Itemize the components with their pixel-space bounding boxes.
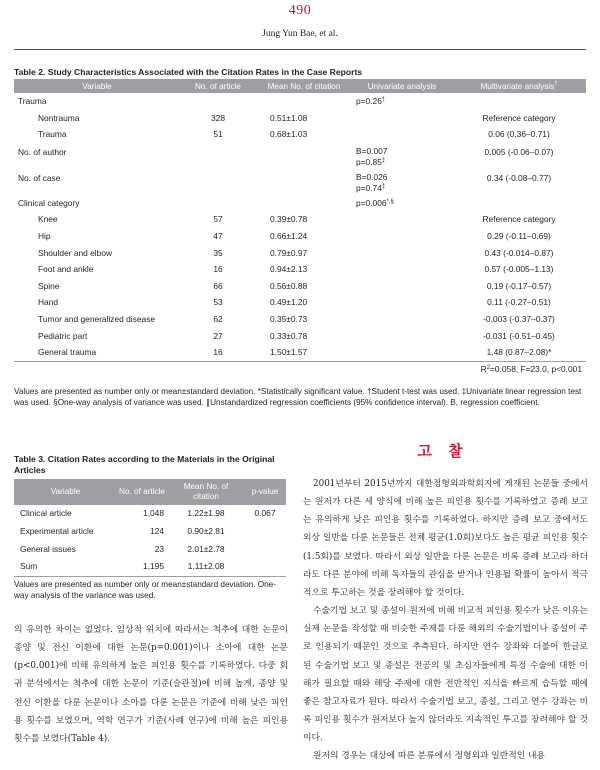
row-articles [180, 195, 256, 212]
table-row [14, 228, 586, 245]
table-row [14, 523, 286, 541]
univariate-value: p=0.26 [356, 96, 382, 106]
row-label: Experimental article [20, 525, 94, 536]
row-articles: 124 [150, 525, 164, 536]
row-label: Pediatric part [38, 330, 88, 341]
row-mean: 0.79±0.97 [270, 247, 308, 258]
right-paragraph-2: 수술기법 보고 및 종설이 원저에 비해 비교적 피인용 횟수가 낮은 이유는 실제 논문을 작성할 때 비슷한 주제를 다룬 해외의 수술기법이나 종설이 주로 인용되기 때문인 것으로 추측된다. 하지만 연수 강좌와 더불어 한글로 된 수술기법 보고 및 종설은 전공의 및 초심자들에게 특정 수술에 대한 이해가 필요할 때와 해당 주제에 대한 전반적인 지식을 빠르게 습득할 때에 좋은 참고자료가 된다. 따라서 수술기법 보고, 종설, 그리고 연수 강좌는 비록 피인용 횟수가 원저보다 높지 않더라도 지속적인 투고를 장려해야 할 것이다. [303, 606, 588, 744]
row-articles: 27 [213, 330, 223, 341]
table2-caption: Table 2. Study Characteristics Associated with the Citation Rates in the Case Reports [14, 67, 363, 77]
left-paragraph: 의 유의한 차이는 없었다. 임상적 위치에 따라서는 척추에 대한 논문이 종양 및 전신 이환에 대한 논문(p=0.001)이나 소아에 대한 논문(p<0.001)에 비해 유의하게 높은 피인용 횟수를 기록하였다. 다중 회귀 분석에서는 척추에 대한 논문이 기준(슬관절)에 비해 높게, 종양 및 전신 이환을 다룬 논문이나 소아를 다룬 논문은 기준에 비해 낮은 피인용 횟수를 보였으며, 역학 연구가 기준(사례 연구)에 비해 높은 피인용 횟수를 보였다(Table 4). [14, 625, 288, 744]
table-row [14, 328, 586, 345]
row-articles: 47 [213, 230, 223, 241]
univariate-pvalue: p=0.85 [356, 156, 382, 167]
row-multivariate: 0.57 (-0.005–1.13) [484, 264, 554, 275]
univariate-pvalue-mark: ‡ [381, 157, 386, 164]
row-pvalue [244, 541, 286, 559]
row-mean: 0.51±1.08 [270, 112, 308, 123]
row-multivariate: 0.29 (-0.11–0.69) [487, 230, 551, 241]
section-title: 고 찰 [417, 443, 469, 460]
table2-col-univariate: Univariate analysis [352, 79, 452, 93]
row-articles: 328 [211, 112, 225, 123]
row-label: Knee [38, 214, 58, 225]
univariate-pvalue: p=0.74 [356, 182, 382, 193]
table2-header-row [14, 79, 586, 93]
left-column-text [14, 621, 288, 748]
row-label: Shoulder and elbow [38, 247, 113, 258]
univariate-mark: *,§ [386, 198, 394, 205]
row-articles: 62 [213, 313, 223, 324]
table2-model-fit-row [14, 361, 586, 377]
table3 [14, 479, 286, 577]
row-mean: 1.50±1.57 [256, 344, 352, 361]
row-multivariate: 0.11 (-0.27–0.51) [487, 297, 551, 308]
table-row [14, 245, 586, 262]
row-mean [256, 93, 352, 110]
row-univariate [352, 245, 452, 262]
row-mean [256, 195, 352, 212]
right-paragraph-1: 2001년부터 2015년까지 대한정형외과학회지에 게재된 논문들 중에서는 원저가 다른 세 양식에 비해 높은 피인용 횟수를 기록하였고 증례 보고는 유의하게 낮은 피인용 횟수를 기록하였다. 하지만 증례 보고 중에서도 외상 일반을 다룬 논문들은 전체 평균(1.0회)보다도 높은 평균 피인용 횟수(1.5회)를 보였다. 따라서 외상 일반을 다룬 논문은 비록 증례 보고라 하더라도 다른 분야에 비해 독자들의 관심을 받거나 인용될 확률이 높아서 적극적으로 투고하는 것을 장려해야 할 것이다. [303, 479, 588, 598]
row-multivariate: Reference category [482, 214, 556, 225]
row-pvalue [244, 558, 286, 576]
row-univariate [352, 169, 452, 195]
table3-col-variable: Variable [14, 479, 114, 505]
row-multivariate: 0.34 (-0.08–0.77) [486, 172, 552, 183]
table-row [14, 311, 586, 328]
row-label: Sum [14, 558, 114, 576]
row-articles: 66 [213, 280, 223, 291]
row-mean: 1.11±2.08 [168, 558, 244, 576]
row-univariate [352, 211, 452, 228]
row-label: Hand [38, 297, 59, 308]
univariate-value: B=0.026 [356, 171, 388, 182]
row-multivariate: -0.003 (-0.37–0.37) [483, 313, 555, 324]
row-mean [256, 143, 352, 169]
row-multivariate: 0.19 (-0.17–0.57) [486, 280, 552, 291]
row-articles: 16 [180, 344, 256, 361]
row-mean: 0.90±2.81 [187, 525, 225, 536]
row-univariate [352, 278, 452, 295]
row-multivariate [452, 195, 586, 212]
row-univariate [352, 110, 452, 127]
univariate-mark: † [381, 97, 386, 103]
row-label: No. of case [18, 172, 61, 183]
row-multivariate: 0.43 (-0.014–0.87) [484, 247, 554, 258]
row-univariate [352, 344, 452, 361]
row-label: Trauma [18, 96, 47, 106]
table-row [14, 261, 586, 278]
univariate-value: p=0.006 [356, 197, 387, 208]
row-articles [180, 169, 256, 195]
right-paragraph-3: 원저의 경우는 대상에 따른 분류에서 정형외과 일반적인 내용 [313, 751, 546, 762]
model-fit-sup: 2 [486, 364, 491, 371]
row-label: Clinical article [20, 508, 72, 518]
table2-col-multivariate: Multivariate analysis† [452, 79, 586, 93]
row-univariate [352, 294, 452, 311]
table3-col-pvalue: p-value [244, 479, 286, 505]
table-row [14, 541, 286, 559]
row-label: General trauma [14, 344, 180, 361]
row-articles: 53 [213, 297, 223, 308]
row-articles: 23 [154, 543, 164, 554]
table2-col-articles: No. of article [180, 79, 256, 93]
row-univariate [352, 328, 452, 345]
table3-footnote: Values are presented as number only or mean±standard deviation. One-way analysis of the variance was used. [14, 580, 276, 600]
table2-footnote: Values are presented as number only or mean±standard deviation. *Statistically significant value. †Student t-test was used. ‡Univariate linear regression test was used. §One-way analysis of variance was used. ∥Unstandardized regression coefficients (95% confidence interval). B, regression coefficient. [14, 387, 582, 407]
row-articles: 35 [213, 247, 223, 258]
row-label: Trauma [38, 129, 67, 140]
row-pvalue: 0.067 [254, 508, 276, 518]
univariate-value: B=0.007 [356, 145, 388, 156]
table3-caption: Table 3. Citation Rates according to the Materials in the Original Articles [14, 454, 275, 475]
row-label: Clinical category [18, 197, 80, 208]
row-mean: 0.68±1.03 [270, 129, 308, 140]
table-row [14, 143, 586, 169]
model-fit-prefix: R [480, 363, 487, 374]
row-multivariate: 0.005 (-0.06–0.07) [484, 146, 554, 157]
table-row [14, 294, 586, 311]
model-fit-suffix: =0.058, F=23.0, p<0.001 [490, 363, 582, 374]
row-mean: 0.94±2.13 [270, 264, 308, 275]
row-mean: 2.01±2.78 [187, 543, 225, 554]
row-label: General issues [20, 543, 76, 554]
row-label: Nontrauma [38, 112, 80, 123]
row-mean: 0.39±0.78 [270, 214, 308, 225]
table-row [14, 278, 586, 295]
row-articles: 1,048 [143, 508, 164, 518]
row-label: No. of author [18, 146, 67, 157]
table3-header-row [14, 479, 286, 505]
model-fit [14, 361, 586, 377]
row-multivariate: Reference category [482, 112, 556, 123]
row-univariate [352, 143, 452, 169]
table3-col-mean: Mean No. of citation [168, 479, 244, 505]
univariate-pvalue-mark: ‡ [381, 183, 386, 190]
table-row [14, 558, 286, 576]
row-articles: 1,195 [114, 558, 168, 576]
right-column-text [303, 475, 588, 766]
row-univariate [352, 126, 452, 143]
table-row [14, 110, 586, 127]
table-row [14, 93, 586, 110]
table-row [14, 195, 586, 212]
row-univariate [352, 261, 452, 278]
row-mean: 0.33±0.78 [270, 330, 308, 341]
row-multivariate: 0.06 (0.36–0.71) [488, 129, 550, 140]
row-label: Foot and ankle [38, 264, 94, 275]
table3-col-articles: No. of article [114, 479, 168, 505]
table2 [14, 79, 586, 377]
row-mean: 0.49±1.20 [270, 297, 308, 308]
row-label: Hip [38, 230, 51, 241]
row-pvalue [244, 523, 286, 541]
row-mean [256, 169, 352, 195]
row-univariate [352, 93, 452, 110]
row-univariate [352, 195, 452, 212]
row-univariate [352, 311, 452, 328]
row-mean: 1.22±1.98 [187, 508, 225, 518]
table-row [14, 169, 586, 195]
table-row [14, 126, 586, 143]
row-univariate [352, 228, 452, 245]
header-rule [14, 49, 586, 50]
row-mean: 0.35±0.73 [270, 313, 308, 324]
table-row [14, 344, 586, 361]
table-row [14, 211, 586, 228]
row-multivariate: 1.48 (0.87–2.08)* [452, 344, 586, 361]
row-label: Tumor and generalized disease [38, 313, 156, 324]
row-mean: 0.66±1.24 [270, 230, 308, 241]
row-articles: 16 [213, 264, 223, 275]
row-articles [180, 93, 256, 110]
table2-col-variable: Variable [14, 79, 180, 93]
row-mean: 0.56±0.88 [270, 280, 308, 291]
row-multivariate: -0.031 (-0.51–0.45) [483, 330, 555, 341]
page-number: 490 [288, 3, 312, 18]
table-row [14, 505, 286, 523]
row-label: Spine [38, 280, 60, 291]
row-articles: 51 [213, 129, 223, 140]
table2-col-mean: Mean No. of citation [256, 79, 352, 93]
row-articles [180, 143, 256, 169]
row-multivariate [452, 93, 586, 110]
running-head: Jung Yun Bae, et al. [262, 29, 338, 39]
row-articles: 57 [213, 214, 223, 225]
